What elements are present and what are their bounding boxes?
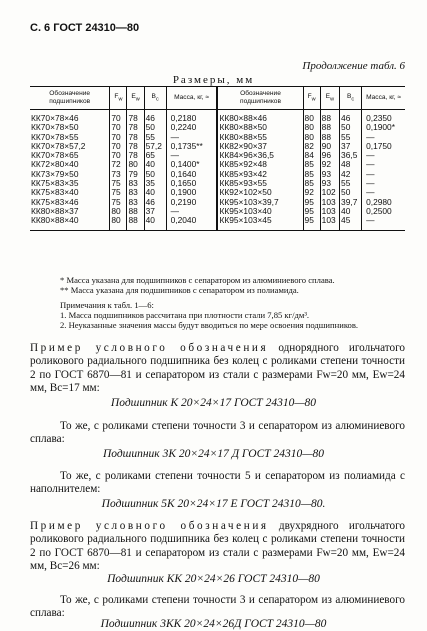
note-1: 1. Масса подшипников рассчитана при плотности стали 7,85 кг/дм³. (60, 310, 310, 320)
fw-cell: 75 (110, 188, 127, 197)
col-designation: Обозначение подшипников (30, 87, 110, 110)
fw-cell: 72 (110, 160, 127, 169)
ew-cell: 92 (320, 160, 339, 169)
example-designation-3: Подшипник 5К 20×24×17 Е ГОСТ 24310—80. (101, 498, 326, 510)
fw-cell: 73 (110, 170, 127, 179)
note-2: 2. Неуказанные значения массы будут вводиться по мере освоения подшипников. (60, 320, 359, 330)
bc-cell: 40 (340, 207, 362, 216)
bc-cell: 46 (144, 110, 166, 124)
bc-cell: 55 (144, 133, 166, 142)
fw-cell: 80 (303, 110, 320, 124)
designation-cell: КК80×88×46 (217, 110, 303, 124)
ew-cell: 78 (127, 133, 144, 142)
ew-cell: 79 (127, 170, 144, 179)
fw-cell: 70 (110, 133, 127, 142)
paragraph-3: То же, с роликами степени точности 5 и сепаратором из полиамида с наполнителем: (30, 470, 405, 496)
ew-cell: 90 (320, 142, 339, 151)
bc-cell: 55 (340, 133, 362, 142)
col-fw: $F_w$ (303, 87, 320, 110)
ew-cell: 88 (320, 123, 339, 132)
col-ew: $E_w$ (320, 87, 339, 110)
bc-cell: 39,7 (340, 198, 362, 207)
bc-cell: 42 (340, 170, 362, 179)
fw-cell: 75 (110, 198, 127, 207)
designation-cell: КК84×96×36,5 (217, 151, 303, 160)
paragraph-example-1: Пример условного обозначения однорядного игольчатого роликового радиального подшипника без колец с роликами степени точности 2 по ГОСТ 6870—81 и сепаратором из стали с размерами Fw=20 мм, Ew=24 мм, Bc=17 мм: (30, 342, 405, 395)
fw-cell: 70 (110, 123, 127, 132)
fw-cell: 70 (110, 151, 127, 160)
mass-cell: — (362, 133, 405, 142)
bc-cell: 40 (144, 160, 166, 169)
ew-cell: 83 (127, 198, 144, 207)
mass-cell: 0,1900* (362, 123, 405, 132)
bc-cell: 65 (144, 151, 166, 160)
bc-cell: 50 (340, 123, 362, 132)
fw-cell: 85 (303, 160, 320, 169)
fw-cell: 75 (110, 179, 127, 188)
example-designation-2: Подшипник 3К 20×24×17 Д ГОСТ 24310—80 (102, 448, 325, 460)
ew-cell: 93 (320, 170, 339, 179)
footnote-1: * Масса указана для подшипников с сепаратором из алюминиевого сплава. (60, 275, 335, 285)
bc-cell: 40 (144, 216, 166, 230)
bc-cell: 50 (144, 123, 166, 132)
notes-title: Примечания к табл. 1—6: (60, 300, 154, 310)
bc-cell: 46 (144, 198, 166, 207)
designation-cell: КК70×78×55 (31, 131, 79, 142)
fw-cell: 84 (303, 151, 320, 160)
ew-cell: 78 (127, 110, 144, 124)
ew-cell: 78 (127, 142, 144, 151)
dimensions-caption: Размеры, мм (172, 74, 255, 86)
mass-cell: 0,1650 (166, 179, 217, 188)
page-header: С. 6 ГОСТ 24310—80 (30, 22, 140, 34)
mass-cell: — (166, 133, 217, 142)
fw-cell: 95 (303, 198, 320, 207)
mass-cell: 0,1640 (166, 170, 217, 179)
ew-cell: 88 (320, 133, 339, 142)
bc-cell: 37 (144, 207, 166, 216)
mass-cell: 0,2350 (362, 110, 405, 124)
designation-cell: КК80×88×40 (31, 215, 79, 226)
mass-cell: — (166, 207, 217, 216)
mass-cell: 0,2190 (166, 198, 217, 207)
ew-cell: 78 (127, 151, 144, 160)
col-mass: Масса, кг, ≈ (362, 87, 405, 110)
designation-cell: КК80×88×50 (217, 123, 303, 132)
mass-cell: 0,2500 (362, 207, 405, 216)
fw-cell: 80 (110, 207, 127, 216)
col-bc: $B_c$ (144, 87, 166, 110)
mass-cell: — (166, 151, 217, 160)
table-header-row (30, 87, 405, 110)
mass-cell: — (362, 179, 405, 188)
example-designation-4: Подшипник КК 20×24×26 ГОСТ 24310—80 (107, 573, 320, 585)
col-bc: $B_c$ (340, 87, 362, 110)
bc-cell: 48 (340, 160, 362, 169)
bc-cell: 36,5 (340, 151, 362, 160)
bc-cell: 37 (340, 142, 362, 151)
designation-cell: КК72×80×40 (31, 159, 79, 170)
fw-cell: 85 (303, 179, 320, 188)
mass-cell: 0,1750 (362, 142, 405, 151)
col-ew: $E_w$ (127, 87, 144, 110)
designation-cell: КК85×92×48 (217, 160, 303, 169)
table-continuation-label: Продолжение табл. 6 (302, 60, 405, 72)
designation-cell: КК92×102×50 (217, 188, 303, 197)
paragraph-2: То же, с роликами степени точности 3 и сепаратором из алюминиевого сплава: (30, 420, 405, 446)
bc-cell: 57,2 (144, 142, 166, 151)
fw-cell: 80 (110, 216, 127, 230)
example-designation-1: Подшипник К 20×24×17 ГОСТ 24310—80 (110, 397, 317, 409)
ew-cell: 78 (127, 123, 144, 132)
mass-cell: — (362, 188, 405, 197)
designation-cell: КК75×83×40 (31, 187, 79, 198)
ew-cell: 88 (320, 110, 339, 124)
designation-cell: КК73×79×50 (31, 168, 79, 179)
bc-cell: 55 (340, 179, 362, 188)
paragraph-5: То же, с роликами степени точности 3 и сепаратором из алюминиевого сплава: (30, 594, 405, 620)
bc-cell: 46 (340, 110, 362, 124)
fw-cell: 80 (303, 123, 320, 132)
designation-cell: КК70×78×50 (31, 122, 79, 133)
designation-cell: КК95×103×40 (217, 207, 303, 216)
fw-cell: 70 (110, 142, 127, 151)
ew-cell: 83 (127, 179, 144, 188)
fw-cell: 95 (303, 216, 320, 230)
ew-cell: 83 (127, 188, 144, 197)
col-mass: Масса, кг, ≈ (166, 87, 217, 110)
footnote-2: ** Масса указана для подшипников с сепаратором из полиамида. (60, 285, 299, 295)
bc-cell: 35 (144, 179, 166, 188)
designation-cell: КК80×88×55 (217, 133, 303, 142)
mass-cell: 0,1400* (166, 160, 217, 169)
ew-cell: 88 (127, 216, 144, 230)
designation-cell: КК95×103×45 (217, 216, 303, 230)
designation-cell: КК70×78×65 (31, 150, 79, 161)
example-designation-5: Подшипник 3КК 20×24×26Д ГОСТ 24310—80 (100, 618, 327, 630)
bearing-table (30, 86, 405, 231)
mass-cell: — (362, 216, 405, 230)
mass-cell: 0,1735** (166, 142, 217, 151)
designation-cell: КК75×83×46 (31, 196, 79, 207)
fw-cell: 70 (110, 110, 127, 124)
fw-cell: 85 (303, 170, 320, 179)
ew-cell: 103 (320, 207, 339, 216)
mass-cell: 0,2240 (166, 123, 217, 132)
designation-cell: КК70×78×57,2 (31, 140, 86, 151)
bc-cell: 45 (340, 216, 362, 230)
bc-cell: 50 (144, 170, 166, 179)
designation-cell: КК85×93×42 (217, 170, 303, 179)
mass-cell: — (362, 170, 405, 179)
ew-cell: 80 (127, 160, 144, 169)
table-row (30, 110, 405, 124)
col-designation: Обозначение подшипников (217, 87, 303, 110)
bc-cell: 40 (144, 188, 166, 197)
ew-cell: 88 (127, 207, 144, 216)
mass-cell: — (362, 151, 405, 160)
ew-cell: 103 (320, 198, 339, 207)
designation-cell: КК80×88×37 (31, 205, 79, 216)
mass-cell: — (362, 160, 405, 169)
designation-cell: КК70×78×46 (31, 113, 79, 123)
ew-cell: 103 (320, 216, 339, 230)
mass-cell: 0,2040 (166, 216, 217, 230)
ew-cell: 93 (320, 179, 339, 188)
fw-cell: 92 (303, 188, 320, 197)
ew-cell: 96 (320, 151, 339, 160)
paragraph-example-2: Пример условного обозначения двухрядного игольчатого роликового радиального подшипника без колец с роликами степени точности 2 по ГОСТ 6870—81 и сепаратором из стали с размерами Fw=20 мм, Ew=24 мм, Bc=26 мм: (30, 520, 405, 573)
mass-cell: 0,2180 (166, 110, 217, 124)
bc-cell: 50 (340, 188, 362, 197)
designation-cell: КК95×103×39,7 (217, 198, 303, 207)
designation-cell: КК82×90×37 (217, 142, 303, 151)
mass-cell: 0,1900 (166, 188, 217, 197)
col-fw: $F_w$ (110, 87, 127, 110)
fw-cell: 95 (303, 207, 320, 216)
designation-cell: КК85×93×55 (217, 179, 303, 188)
fw-cell: 80 (303, 133, 320, 142)
ew-cell: 102 (320, 188, 339, 197)
table-row (30, 216, 405, 230)
designation-cell: КК75×83×35 (31, 178, 79, 189)
mass-cell: 0,2980 (362, 198, 405, 207)
fw-cell: 82 (303, 142, 320, 151)
